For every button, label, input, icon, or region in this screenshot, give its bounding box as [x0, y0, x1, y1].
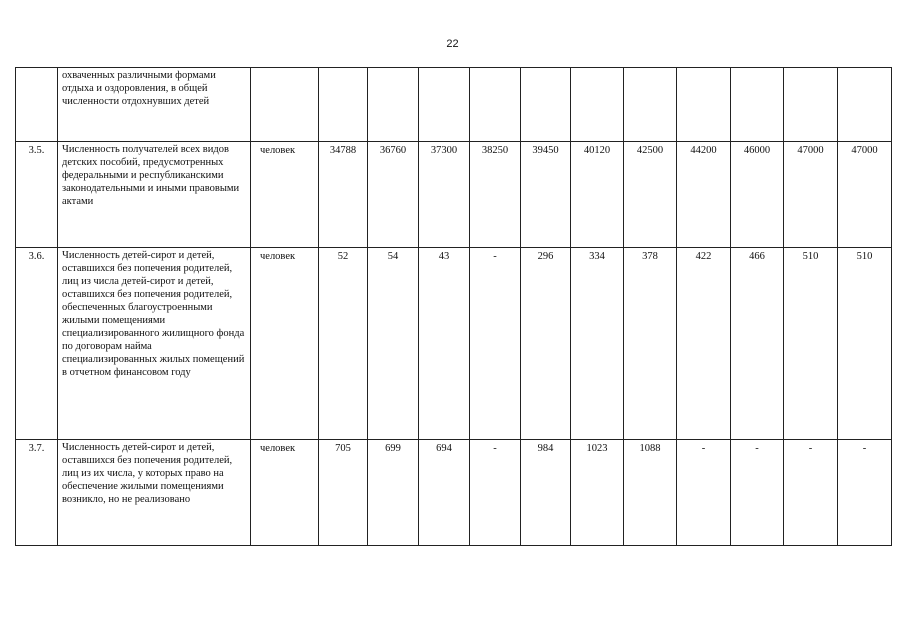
- indicator-name: охваченных различными формами отдыха и оздоровления, в общей численности отдохнувших детей: [58, 68, 251, 142]
- row-number: 3.5.: [16, 142, 58, 248]
- value-cell: -: [470, 248, 521, 440]
- unit-cell: человек: [251, 248, 319, 440]
- unit-cell: [251, 68, 319, 142]
- row-number: 3.7.: [16, 440, 58, 546]
- value-cell: [624, 68, 677, 142]
- value-cell: 46000: [731, 142, 784, 248]
- value-cell: 36760: [368, 142, 419, 248]
- value-cell: 378: [624, 248, 677, 440]
- value-cell: 38250: [470, 142, 521, 248]
- indicator-name: Численность детей-сирот и детей, оставшихся без попечения родителей, лиц из их числа, у которых право на обеспечение жилыми помещениями возникло, но не реализовано: [58, 440, 251, 546]
- value-cell: 699: [368, 440, 419, 546]
- value-cell: 47000: [838, 142, 892, 248]
- table-row: [16, 440, 892, 546]
- value-cell: 296: [521, 248, 571, 440]
- value-cell: 984: [521, 440, 571, 546]
- value-cell: [838, 68, 892, 142]
- value-cell: 42500: [624, 142, 677, 248]
- value-cell: 510: [838, 248, 892, 440]
- value-cell: 694: [419, 440, 470, 546]
- value-cell: [731, 68, 784, 142]
- unit-cell: человек: [251, 142, 319, 248]
- table-row: [16, 248, 892, 440]
- value-cell: -: [838, 440, 892, 546]
- unit-cell: человек: [251, 440, 319, 546]
- value-cell: 52: [319, 248, 368, 440]
- table-row: [16, 142, 892, 248]
- value-cell: 54: [368, 248, 419, 440]
- value-cell: 422: [677, 248, 731, 440]
- value-cell: 705: [319, 440, 368, 546]
- value-cell: 510: [784, 248, 838, 440]
- indicator-name: Численность получателей всех видов детских пособий, предусмотренных федеральными и республиканскими законодательными и иными правовыми актами: [58, 142, 251, 248]
- value-cell: [419, 68, 470, 142]
- value-cell: 47000: [784, 142, 838, 248]
- indicator-name: Численность детей-сирот и детей, оставшихся без попечения родителей, лиц из числа детей-сирот и детей, оставшихся без попечения родителей, обеспеченных благоустроенными жилыми помещениями специализированного жилищного фонда по договорам найма специализированных жилых помещений в отчетном финансовом году: [58, 248, 251, 440]
- value-cell: 34788: [319, 142, 368, 248]
- value-cell: [319, 68, 368, 142]
- value-cell: [470, 68, 521, 142]
- value-cell: [521, 68, 571, 142]
- value-cell: -: [470, 440, 521, 546]
- indicators-table: [15, 67, 892, 546]
- value-cell: 43: [419, 248, 470, 440]
- value-cell: 37300: [419, 142, 470, 248]
- value-cell: [368, 68, 419, 142]
- value-cell: [677, 68, 731, 142]
- value-cell: -: [677, 440, 731, 546]
- row-number: [16, 68, 58, 142]
- value-cell: -: [784, 440, 838, 546]
- value-cell: 44200: [677, 142, 731, 248]
- value-cell: [571, 68, 624, 142]
- page-number: 22: [446, 38, 459, 50]
- table-row: [16, 68, 892, 142]
- value-cell: [784, 68, 838, 142]
- value-cell: 334: [571, 248, 624, 440]
- value-cell: 39450: [521, 142, 571, 248]
- value-cell: -: [731, 440, 784, 546]
- value-cell: 40120: [571, 142, 624, 248]
- value-cell: 1023: [571, 440, 624, 546]
- value-cell: 1088: [624, 440, 677, 546]
- value-cell: 466: [731, 248, 784, 440]
- row-number: 3.6.: [16, 248, 58, 440]
